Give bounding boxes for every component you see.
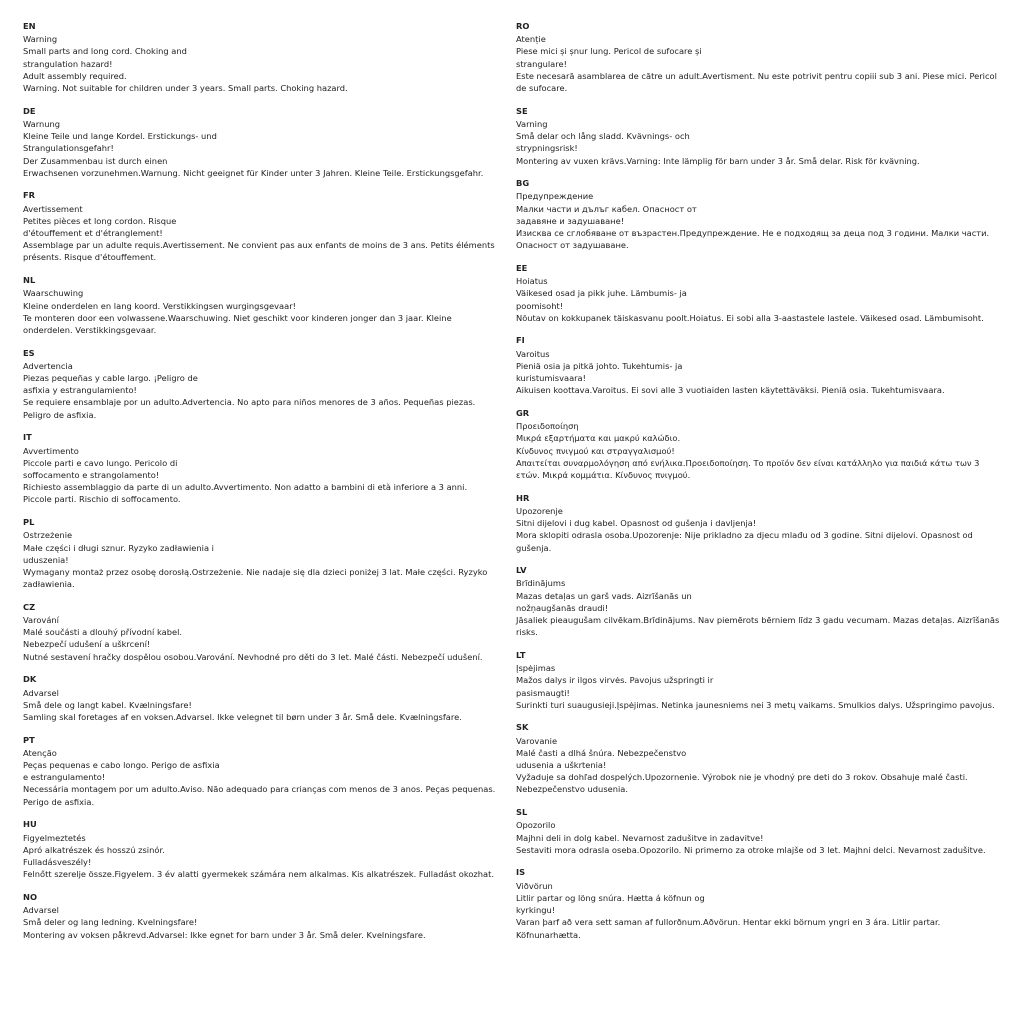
warning-text-line: kyrkingu! <box>516 905 556 916</box>
warning-text-line: Nebezpečí udušení a uškrcení! <box>23 639 151 650</box>
language-block-no <box>23 891 498 941</box>
warning-text-line: Te monteren door een volwassene.Waarschuwing. Niet geschikt voor kinderen jonger dan 3 jaar. Kleine onderdelen. Verstikkingsgevaar. <box>23 312 452 335</box>
language-block-dk <box>23 673 498 723</box>
warning-heading: Ostrzeżenie <box>23 530 73 541</box>
language-code: RO <box>516 21 530 31</box>
language-block-it <box>23 431 498 505</box>
language-block-sl <box>516 806 1001 856</box>
warning-text-line: Nõutav on kokkupanek täiskasvanu poolt.Hoiatus. Ei sobi alla 3-aastastele lastele. Väikesed osad. Lämbumisoht. <box>516 312 984 323</box>
language-code: IS <box>516 867 526 878</box>
language-code: GR <box>516 407 530 418</box>
warning-text-line: Peças pequenas e cabo longo. Perigo de asfixia <box>23 760 220 771</box>
language-code: SK <box>516 722 529 733</box>
language-code: EE <box>516 262 528 273</box>
warning-text-line: Kleine onderdelen en lang koord. Verstikkingsen wurgingsgevaar! <box>23 300 296 311</box>
language-block-fr <box>23 189 498 263</box>
warning-text-line: udusenia a uškrtenia! <box>516 760 607 771</box>
warning-heading: Hoiatus <box>516 276 548 287</box>
warning-heading: Varning <box>516 118 548 129</box>
warning-text-line: Små deler og lang ledning. Kvelningsfare! <box>23 917 198 928</box>
warning-text-line: Litlir partar og löng snúra. Hætta á köfnun og <box>516 892 705 903</box>
warning-heading: Προειδοποίηση <box>516 421 579 432</box>
warning-text-line: Small parts and long cord. Choking and <box>23 46 187 57</box>
warning-text-line: strangulare! <box>516 58 567 69</box>
warning-text-line: Erwachsenen vorzunehmen.Warnung. Nicht geeignet für Kinder unter 3 Jahren. Kleine Teile. Erstickungsgefahr. <box>23 167 484 178</box>
language-code: PL <box>23 517 35 528</box>
warning-text-line: soffocamento e strangolamento! <box>23 470 160 480</box>
language-code: SE <box>516 105 528 116</box>
warning-heading: Waarschuwing <box>23 288 84 299</box>
language-code: FI <box>516 335 525 346</box>
warning-heading: Warnung <box>23 118 61 129</box>
language-code: EN <box>23 21 36 31</box>
language-block-is <box>516 866 1001 940</box>
warning-heading: Viðvörun <box>516 880 553 891</box>
language-code: IT <box>23 432 32 443</box>
language-block-nl <box>23 274 498 336</box>
warning-text-line: Mazas detaļas un garš vads. Aizrīšanās un <box>516 590 692 601</box>
warning-text-line: Der Zusammenbau ist durch einen <box>23 155 168 166</box>
language-code: HR <box>516 492 530 503</box>
language-code: ES <box>23 347 35 358</box>
warning-text-line: Jāsaliek pieaugušam cilvēkam.Brīdinājums. Nav piemērots bērniem līdz 3 gadu vecumam. Mazas detaļas. Aizrīšanās risks. <box>516 615 1000 638</box>
warning-text-line: Малки части и дълъг кабел. Опасност от <box>516 203 697 214</box>
warning-text-line: Małe części i długi sznur. Ryzyko zadławienia i <box>23 542 214 553</box>
warning-text-line: Montering av voksen påkrevd.Advarsel: Ikke egnet for barn under 3 år. Små deler. Kvelningsfare. <box>23 929 426 940</box>
language-block-es <box>23 347 498 421</box>
language-block-pt <box>23 734 498 808</box>
language-block-lv <box>516 564 1001 638</box>
language-code: LT <box>516 649 526 660</box>
warning-text-line: strypningsrisk! <box>516 143 578 154</box>
warning-text-line: Sitni dijelovi i dug kabel. Opasnost od gušenja i davljenja! <box>516 518 757 529</box>
warning-heading: Avertissement <box>23 203 83 214</box>
warning-text-line: Apró alkatrészek és hosszú zsinór. <box>23 844 165 855</box>
warning-heading: Opozorilo <box>516 820 556 831</box>
warning-heading: Varoitus <box>516 348 550 359</box>
language-code: LV <box>516 565 527 576</box>
warning-text-line: Majhni deli in dolg kabel. Nevarnost zadušitve in zadavitve! <box>516 832 764 843</box>
language-block-hr <box>516 492 1001 554</box>
warning-text-line: Adult assembly required. <box>23 70 127 81</box>
warning-text-line: Warning. Not suitable for children under 3 years. Small parts. Choking hazard. <box>23 83 348 94</box>
warning-text-line: Piezas pequeñas y cable largo. ¡Peligro de <box>23 373 198 384</box>
warning-text-line: pasismaugti! <box>516 687 570 698</box>
language-block-sk <box>516 721 1001 795</box>
warning-text-line: Aikuisen koottava.Varoitus. Ei sovi alle 3 vuotiaiden lasten käytettäväksi. Pieniä osia. Tukehtumisvaara. <box>516 385 945 396</box>
language-block-hu <box>23 818 498 880</box>
warning-text-line: Este necesară asamblarea de către un adult.Avertisment. Nu este potrivit pentru copiii sub 3 ani. Piese mici. Pericol de sufocare. <box>516 70 997 94</box>
warning-text-line: kuristumisvaara! <box>516 373 586 384</box>
warning-text-line: Assemblage par un adulte requis.Avertissement. Ne convient pas aux enfants de moins de 3 ans. Petits éléments présents. Risque d'étouffement. <box>23 240 495 263</box>
warning-heading: Varování <box>23 615 59 626</box>
right-column <box>516 20 1001 951</box>
warning-heading: Figyelmeztetés <box>23 832 86 843</box>
language-code: CZ <box>23 601 36 612</box>
language-block-fi <box>516 334 1001 396</box>
warning-text-line: Strangulationsgefahr! <box>23 143 114 154</box>
warning-heading: Avvertimento <box>23 445 79 456</box>
language-block-ee <box>516 262 1001 324</box>
warning-text-line: Piese mici și șnur lung. Pericol de sufocare și <box>516 46 702 57</box>
warning-heading: Upozorenje <box>516 505 563 516</box>
language-block-pl <box>23 516 498 590</box>
warning-text-line: Se requiere ensamblaje por un adulto.Advertencia. No apto para niños menores de 3 años. Pequeñas piezas. Peligro de asfixia. <box>23 397 476 420</box>
language-block-ro <box>516 20 1001 94</box>
warning-text-line: Surinkti turi suaugusieji.Įspėjimas. Netinka jaunesniems nei 3 metų vaikams. Smulkios dalys. Užspringimo pavojus. <box>516 699 995 710</box>
language-code: NL <box>23 275 36 286</box>
warning-text-line: Vyžaduje sa dohľad dospelých.Upozornenie. Výrobok nie je vhodný pre deti do 3 rokov. Obsahuje malé časti. Nebezpečenstvo udusenia. <box>516 772 968 795</box>
warning-text-line: Piccole parti e cavo lungo. Pericolo di <box>23 457 178 468</box>
warning-text-line: Petites pièces et long cordon. Risque <box>23 215 177 226</box>
language-block-gr <box>516 407 1001 481</box>
warning-text-line: Fulladásveszély! <box>23 856 92 867</box>
warning-text-line: e estrangulamento! <box>23 772 106 783</box>
language-block-cz <box>23 601 498 663</box>
warning-heading: Advarsel <box>23 905 59 916</box>
warning-text-line: poomisoht! <box>516 300 564 311</box>
warning-heading: Įspėjimas <box>516 663 556 674</box>
language-block-se <box>516 105 1001 167</box>
language-code: NO <box>23 891 37 902</box>
warning-text-line: Montering av vuxen krävs.Varning: Inte lämplig för barn under 3 år. Små delar. Risk för kvävning. <box>516 155 920 166</box>
warning-heading: Atenção <box>23 747 57 758</box>
language-block-bg <box>516 177 1001 251</box>
warning-text-line: Richiesto assemblaggio da parte di un adulto.Avvertimento. Non adatto a bambini di età inferiore a 3 anni. Piccole parti. Rischio di soffocamento. <box>23 482 468 505</box>
warning-text-line: Sestaviti mora odrasla oseba.Opozorilo. Ni primerno za otroke mlajše od 3 let. Majhni delci. Nevarnost zadušitve. <box>516 844 986 855</box>
warning-text-line: strangulation hazard! <box>23 58 113 69</box>
warning-text-line: Mažos dalys ir ilgos virvės. Pavojus užspringti ir <box>516 675 714 686</box>
language-block-lt <box>516 649 1001 711</box>
warning-text-line: Samling skal foretages af en voksen.Advarsel. Ikke velegnet til børn under 3 år. Små dele. Kvælningsfare. <box>23 711 462 722</box>
warning-text-line: asfixia y estrangulamiento! <box>23 385 137 396</box>
warning-text-line: d'étouffement et d'étranglement! <box>23 228 163 239</box>
warning-text-line: Mora sklopiti odrasla osoba.Upozorenje: Nije prikladno za djecu mlađu od 3 godine. Sitni dijelovi. Opasnost od gušenja. <box>516 530 973 553</box>
warning-text-line: Κίνδυνος πνιγμού και στραγγαλισμού! <box>516 445 675 456</box>
warning-text-line: Μικρά εξαρτήματα και μακρύ καλώδιο. <box>516 433 681 444</box>
warning-text-line: Nutné sestavení hračky dospělou osobou.Varování. Nevhodné pro děti do 3 let. Malé části. Nebezpečí udušení. <box>23 651 483 662</box>
warning-heading: Warning <box>23 34 58 45</box>
warning-text-line: Necessária montagem por um adulto.Aviso. Não adequado para crianças com menos de 3 anos. Peças pequenas. Perigo de asfixia. <box>23 784 496 807</box>
language-block-en <box>23 20 498 94</box>
warning-text-line: Väikesed osad ja pikk juhe. Lämbumis- ja <box>516 288 687 299</box>
warning-heading: Advarsel <box>23 687 59 698</box>
language-code: SL <box>516 807 528 818</box>
language-block-de <box>23 105 498 179</box>
warning-heading: Atenție <box>516 34 546 45</box>
warning-heading: Varovanie <box>516 735 558 746</box>
warning-text-line: Felnőtt szerelje össze.Figyelem. 3 év alatti gyermekek számára nem alkalmas. Kis alkatrészek. Fulladást okozhat. <box>23 869 495 880</box>
warning-text-line: Malé časti a dlhá šnúra. Nebezpečenstvo <box>516 747 687 758</box>
language-code: DK <box>23 674 37 685</box>
warning-text-line: nožņaugšanās draudi! <box>516 602 609 613</box>
warning-text-line: Små delar och lång sladd. Kvävnings- och <box>516 131 690 142</box>
language-code: DE <box>23 105 36 116</box>
warning-text-line: Απαιτείται συναρμολόγηση από ενήλικα.Προειδοποίηση. Το προϊόν δεν είναι κατάλληλο για παιδιά κάτω των 3 ετών. Μικρά κομμάτια. Κίνδυνος πνιγμού. <box>516 457 980 480</box>
language-code: FR <box>23 190 36 201</box>
warning-text-line: Varan þarf að vera sett saman af fullorðnum.Aðvörun. Hentar ekki börnum yngri en 3 ára. Litlir partar. Köfnunarhætta. <box>516 917 941 940</box>
warning-text-line: Изисква се сглобяване от възрастен.Предупреждение. Не е подходящ за деца под 3 години. Малки части. Опасност от задушаване. <box>516 228 990 251</box>
language-code: HU <box>23 819 37 830</box>
warning-heading: Предупреждение <box>516 191 594 202</box>
warning-text-line: задавяне и задушаване! <box>516 215 625 226</box>
warning-text-line: Malé součásti a dlouhý přívodní kabel. <box>23 627 183 638</box>
language-code: BG <box>516 178 530 189</box>
warning-heading: Advertencia <box>23 360 73 371</box>
warning-text-line: Wymagany montaż przez osobę dorosłą.Ostrzeżenie. Nie nadaje się dla dzieci poniżej 3 lat. Małe części. Ryzyko zadławienia. <box>23 566 488 590</box>
warning-text-line: Kleine Teile und lange Kordel. Erstickungs- und <box>23 131 217 142</box>
warning-heading: Brīdinājums <box>516 578 566 589</box>
warning-text-line: Små dele og langt kabel. Kvælningsfare! <box>23 699 192 710</box>
left-column <box>23 20 498 951</box>
warning-text-line: uduszenia! <box>23 554 69 565</box>
warning-text-line: Pieniä osia ja pitkä johto. Tukehtumis- ja <box>516 360 683 371</box>
language-code: PT <box>23 734 35 745</box>
